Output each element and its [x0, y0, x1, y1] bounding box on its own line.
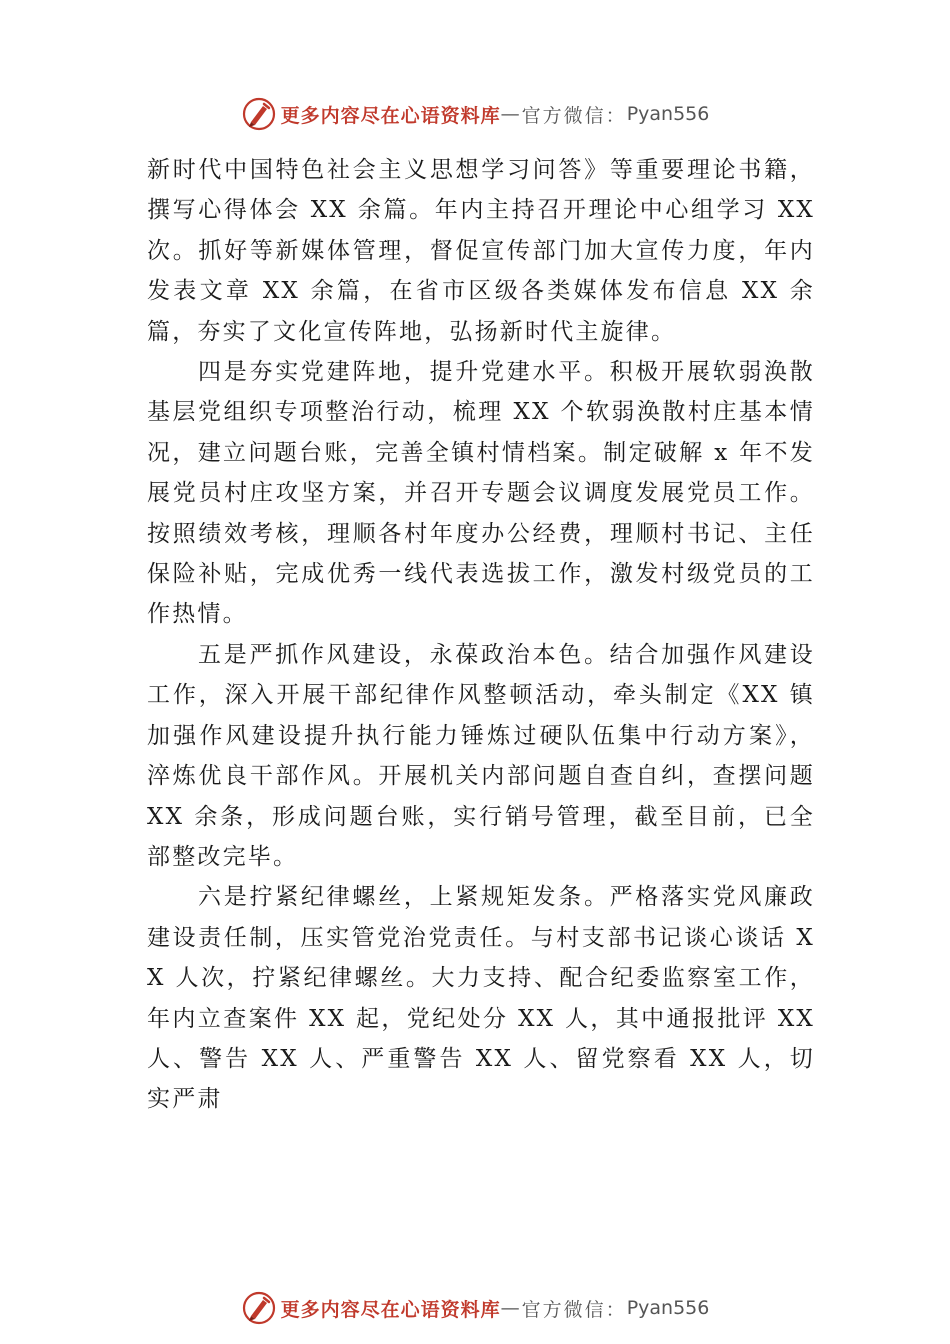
header-brand: 更多内容尽在心语资料库 [280, 104, 501, 127]
paragraph-party-building: 四是夯实党建阵地，提升党建水平。积极开展软弱涣散基层党组织专项整治行动，梳理 XX 个软弱涣散村庄基本情况，建立问题台账，完善全镇村情档案。制定破解 x 年不发展党员村庄攻坚方案，并召开专题会议调度发展党员工作。 按照绩效考核，理顺各村年度办公经费，理顺村书记、主任保险补贴，完成优秀一线代表选拔工作，激发村级党员的工作热情。 [147, 359, 815, 628]
paragraph-continuation: 新时代中国特色社会主义思想学习问答》等重要理论书籍， 撰写心得体会 XX 余篇。年内主持召开理论中心组学习 XX 次。抓好等新媒体管理，督促宣传部门加大宣传力度，年内发表文章 XX 余篇，在省市区级各类媒体发布信息 XX 余篇，夯实了文化宣传阵地，弘扬新时代主旋律。 [147, 157, 815, 345]
footer-brand: 更多内容尽在心语资料库 [280, 1298, 501, 1321]
paragraph-discipline: 六是拧紧纪律螺丝，上紧规矩发条。严格落实党风廉政建设责任制，压实管党治党责任。与村支部书记谈心谈话 XX 人次，拧紧纪律螺丝。大力支持、配合纪委监察室工作，年内立查案件 XX 起，党纪处分 XX 人，其中通报批评 XX 人、警告 XX 人、严重警告 XX 人、留党察看 XX 人，切实严肃 [147, 884, 815, 1113]
paragraph-work-style: 五是严抓作风建设，永葆政治本色。结合加强作风建设工作，深入开展干部纪律作风整顿活动，牵头制定《XX 镇加强作风建设提升执行能力锤炼过硬队伍集中行动方案》， 淬炼优良干部作风。开展机关内部问题自查自纠，查摆问题 XX 余条，形成问题台账，实行销号管理，截至目前，已全部整改完毕。 [147, 641, 815, 870]
pen-logo-icon [241, 1290, 277, 1326]
header-wechat-id: Pyan556 [626, 103, 710, 125]
header-banner [0, 92, 950, 136]
footer-wechat-label: 官方微信： [521, 1298, 627, 1321]
pen-logo-icon [241, 96, 277, 132]
footer-separator: — [500, 1297, 522, 1319]
header-separator: — [500, 103, 522, 125]
footer-wechat-id: Pyan556 [626, 1297, 710, 1319]
footer-banner [0, 1286, 950, 1330]
document-body [147, 150, 815, 1120]
header-wechat-label: 官方微信： [521, 104, 627, 127]
